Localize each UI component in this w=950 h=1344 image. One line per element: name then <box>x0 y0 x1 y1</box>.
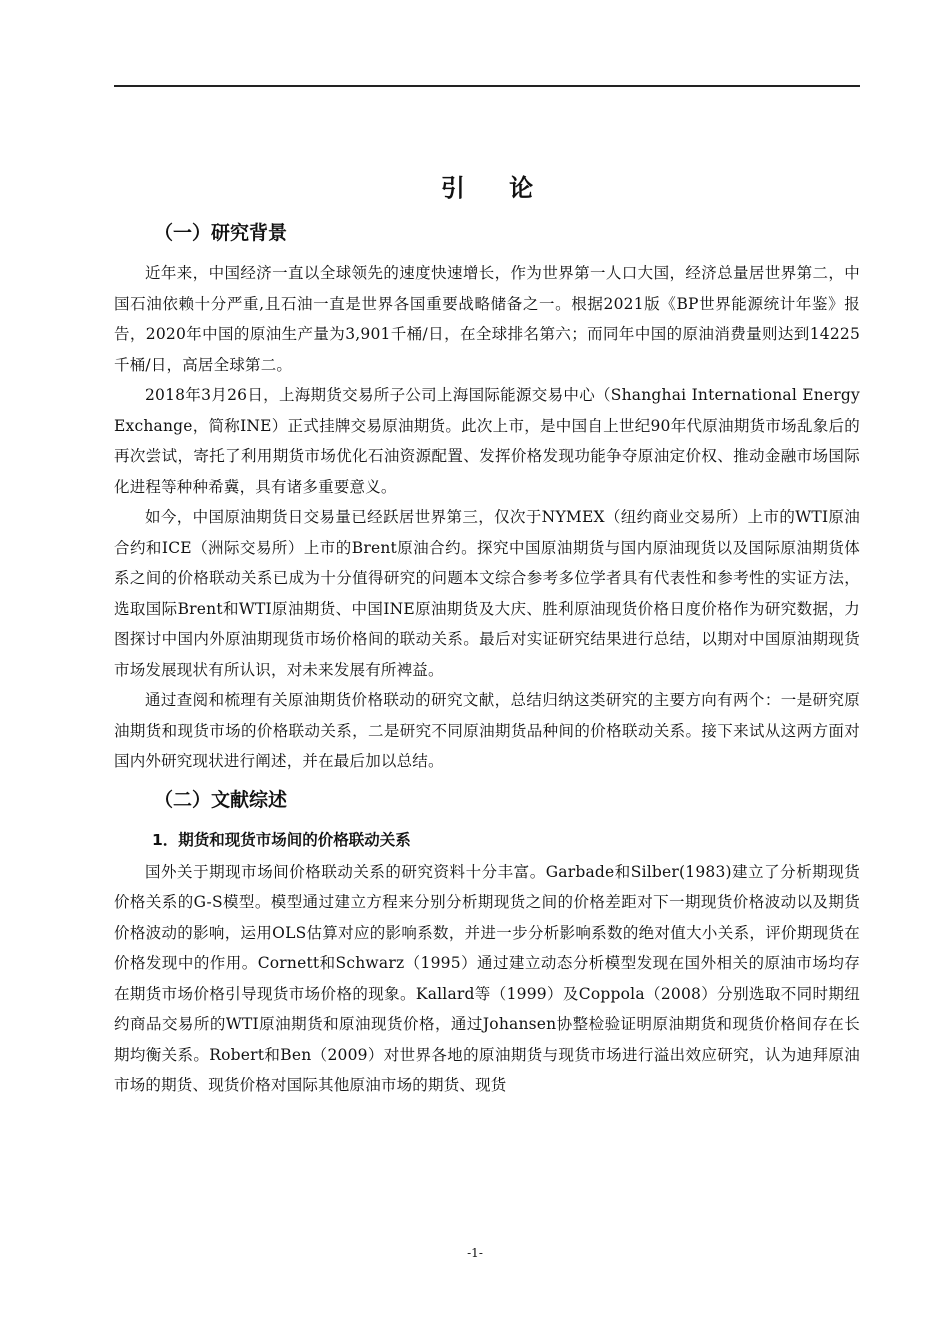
paragraph: 国外关于期现市场间价格联动关系的研究资料十分丰富。Garbade和Silber(1983)建立了分析期现货价格关系的G-S模型。模型通过建立方程来分别分析期现货之间的价格差距对下一期现货价格波动以及期货价格波动的影响，运用OLS估算对应的影响系数，并进一步分析影响系数的绝对值大小关系，评价期现货在价格发现中的作用。Cornett和Schwarz（1995）通过建立动态分析模型发现在国外相关的原油市场均存在期货市场价格引导现货市场价格的现象。Kallard等（1999）及Coppola（2008）分别选取不同时期纽约商品交易所的WTI原油期货和原油现货价格，通过Johansen协整检验证明原油期货和现货价格间存在长期均衡关系。Robert和Ben（2009）对世界各地的原油期货与现货市场进行溢出效应研究，认为迪拜原油市场的期货、现货价格对国际其他原油市场的期货、现货 <box>114 862 860 1094</box>
header-rule <box>114 85 860 87</box>
section-heading-literature: （二）文献综述 <box>154 788 288 811</box>
paragraph: 如今，中国原油期货日交易量已经跃居世界第三，仅次于NYMEX（纽约商业交易所）上市的WTI原油合约和ICE（洲际交易所）上市的Brent原油合约。探究中国原油期货与国内原油现货以及国际原油期货体系之间的价格联动关系已成为十分值得研究的问题本文综合参考多位学者具有代表性和参考性的实证方法，选取国际Brent和WTI原油期货、中国INE原油期货及大庆、胜利原油现货价格日度价格作为研究数据，力图探讨中国内外原油期现货市场价格间的联动关系。最后对实证研究结果进行总结，以期对中国原油期现货市场发展现状有所认识，对未来发展有所裨益。 <box>114 508 860 679</box>
subsection-heading: 1．期货和现货市场间的价格联动关系 <box>152 830 411 849</box>
section-heading-background: （一）研究背景 <box>154 222 288 244</box>
page-number: -1- <box>467 1246 483 1260</box>
document-body <box>114 168 860 1101</box>
paragraph: 2018年3月26日，上海期货交易所子公司上海国际能源交易中心（Shanghai International Energy Exchange，简称INE）正式挂牌交易原油期货。此次上市，是中国自上世纪90年代原油期货市场乱象后的再次尝试，寄托了利用期货市场优化石油资源配置、发挥价格发现功能争夺原油定价权、推动金融市场国际化进程等种种希冀，具有诸多重要意义。 <box>114 386 860 496</box>
paragraph: 通过查阅和梳理有关原油期货价格联动的研究文献，总结归纳这类研究的主要方向有两个：一是研究原油期货和现货市场的价格联动关系，二是研究不同原油期货品种间的价格联动关系。接下来试从这两方面对国内外研究现状进行阐述，并在最后加以总结。 <box>114 691 860 770</box>
page-title: 引 论 <box>440 174 552 202</box>
paragraph: 近年来，中国经济一直以全球领先的速度快速增长，作为世界第一人口大国，经济总量居世界第二，中国石油依赖十分严重,且石油一直是世界各国重要战略储备之一。根据2021版《BP世界能源统计年鉴》报告，2020年中国的原油生产量为3,901千桶/日，在全球排名第六；而同年中国的原油消费量则达到14225千桶/日，高居全球第二。 <box>114 264 860 374</box>
